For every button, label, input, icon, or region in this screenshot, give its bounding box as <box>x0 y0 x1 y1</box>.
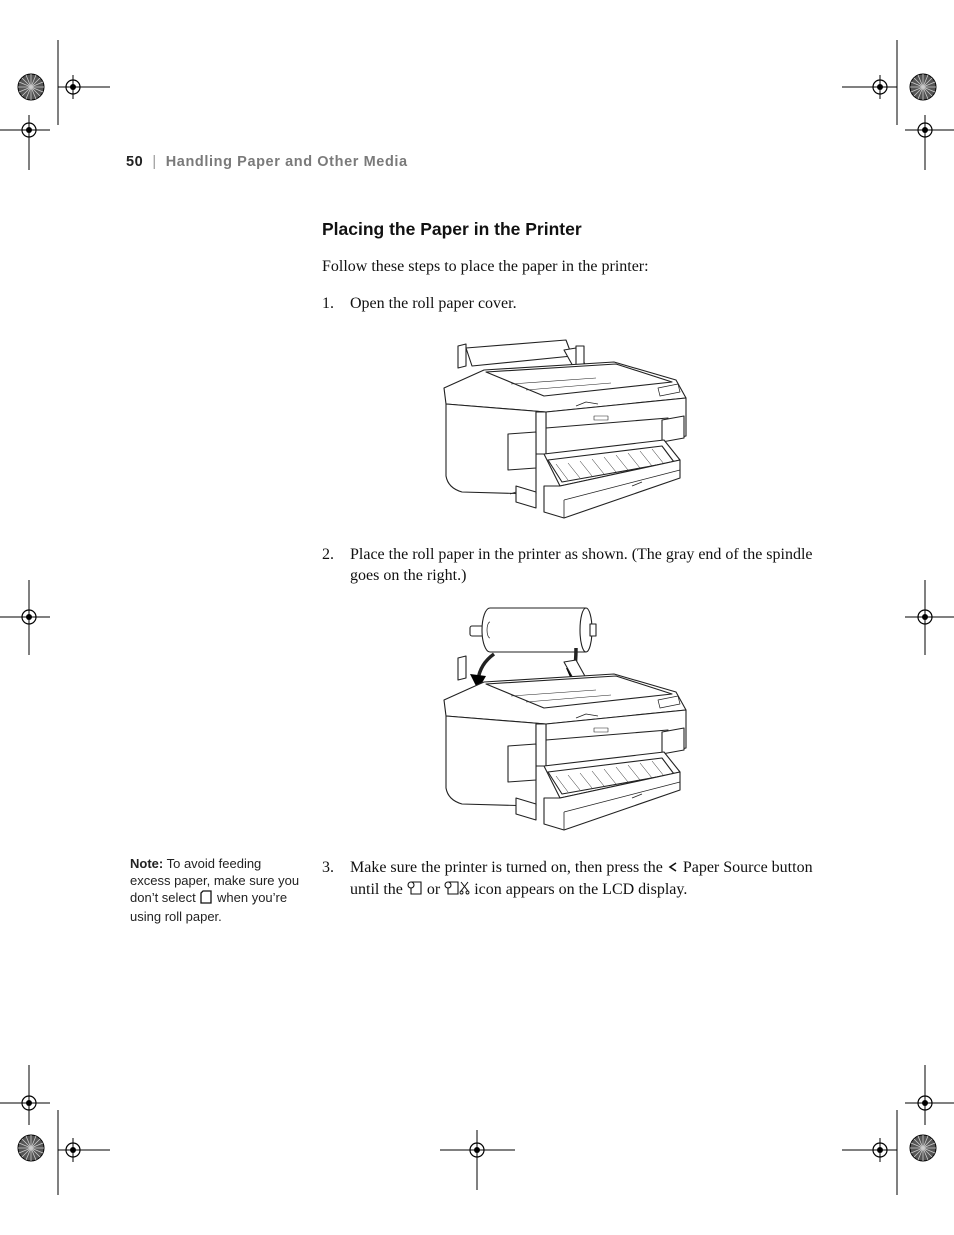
chapter-title: Handling Paper and Other Media <box>165 154 408 170</box>
roll-paper-insertion-illustration <box>436 604 692 836</box>
roll-paper-icon-svg <box>407 881 423 895</box>
step-text <box>350 857 842 901</box>
step-3 <box>322 857 842 901</box>
step-3-text-before: Make sure the printer is turned on, then press the <box>350 859 663 876</box>
chevron-left-icon <box>667 858 679 879</box>
running-head <box>126 154 408 170</box>
note-text-2: when you’re using roll paper. <box>130 890 288 924</box>
step-1 <box>322 293 842 314</box>
step-2 <box>322 544 842 586</box>
intro-paragraph: Follow these steps to place the paper in the printer: <box>322 258 649 275</box>
paper-source-button-name: Paper Source <box>682 859 768 876</box>
step-number: 3. <box>322 859 334 876</box>
step-3-text-after: button until the <box>350 859 813 898</box>
step-text: Open the roll paper cover. <box>350 295 517 312</box>
chevron-left-icon-svg <box>667 861 679 873</box>
printer-cover-open-illustration <box>436 336 692 526</box>
side-note <box>130 855 300 925</box>
roll-insertion-svg <box>436 604 692 836</box>
roll-paper-cutter-icon-svg <box>444 881 470 895</box>
section-heading: Placing the Paper in the Printer <box>322 219 582 239</box>
sheet-paper-icon <box>199 890 213 908</box>
sheet-paper-icon-svg <box>199 890 213 904</box>
step-3-text-end: icon appears on the LCD display. <box>474 880 688 898</box>
step-text: Place the roll paper in the printer as shown. (The gray end of the spindle goes on the right.) <box>350 546 813 584</box>
note-label: Note: <box>130 856 164 871</box>
roll-paper-cutter-icon <box>444 880 470 901</box>
page-number: 50 <box>126 154 144 170</box>
step-number: 1. <box>322 295 334 312</box>
roll-paper-icon <box>407 880 423 901</box>
printer-illustration-svg <box>436 336 692 526</box>
note-text-1: To avoid feeding excess paper, make sure you don’t select <box>130 856 300 905</box>
header-separator: | <box>152 154 157 170</box>
or-word: or <box>426 880 441 898</box>
step-number: 2. <box>322 546 334 563</box>
